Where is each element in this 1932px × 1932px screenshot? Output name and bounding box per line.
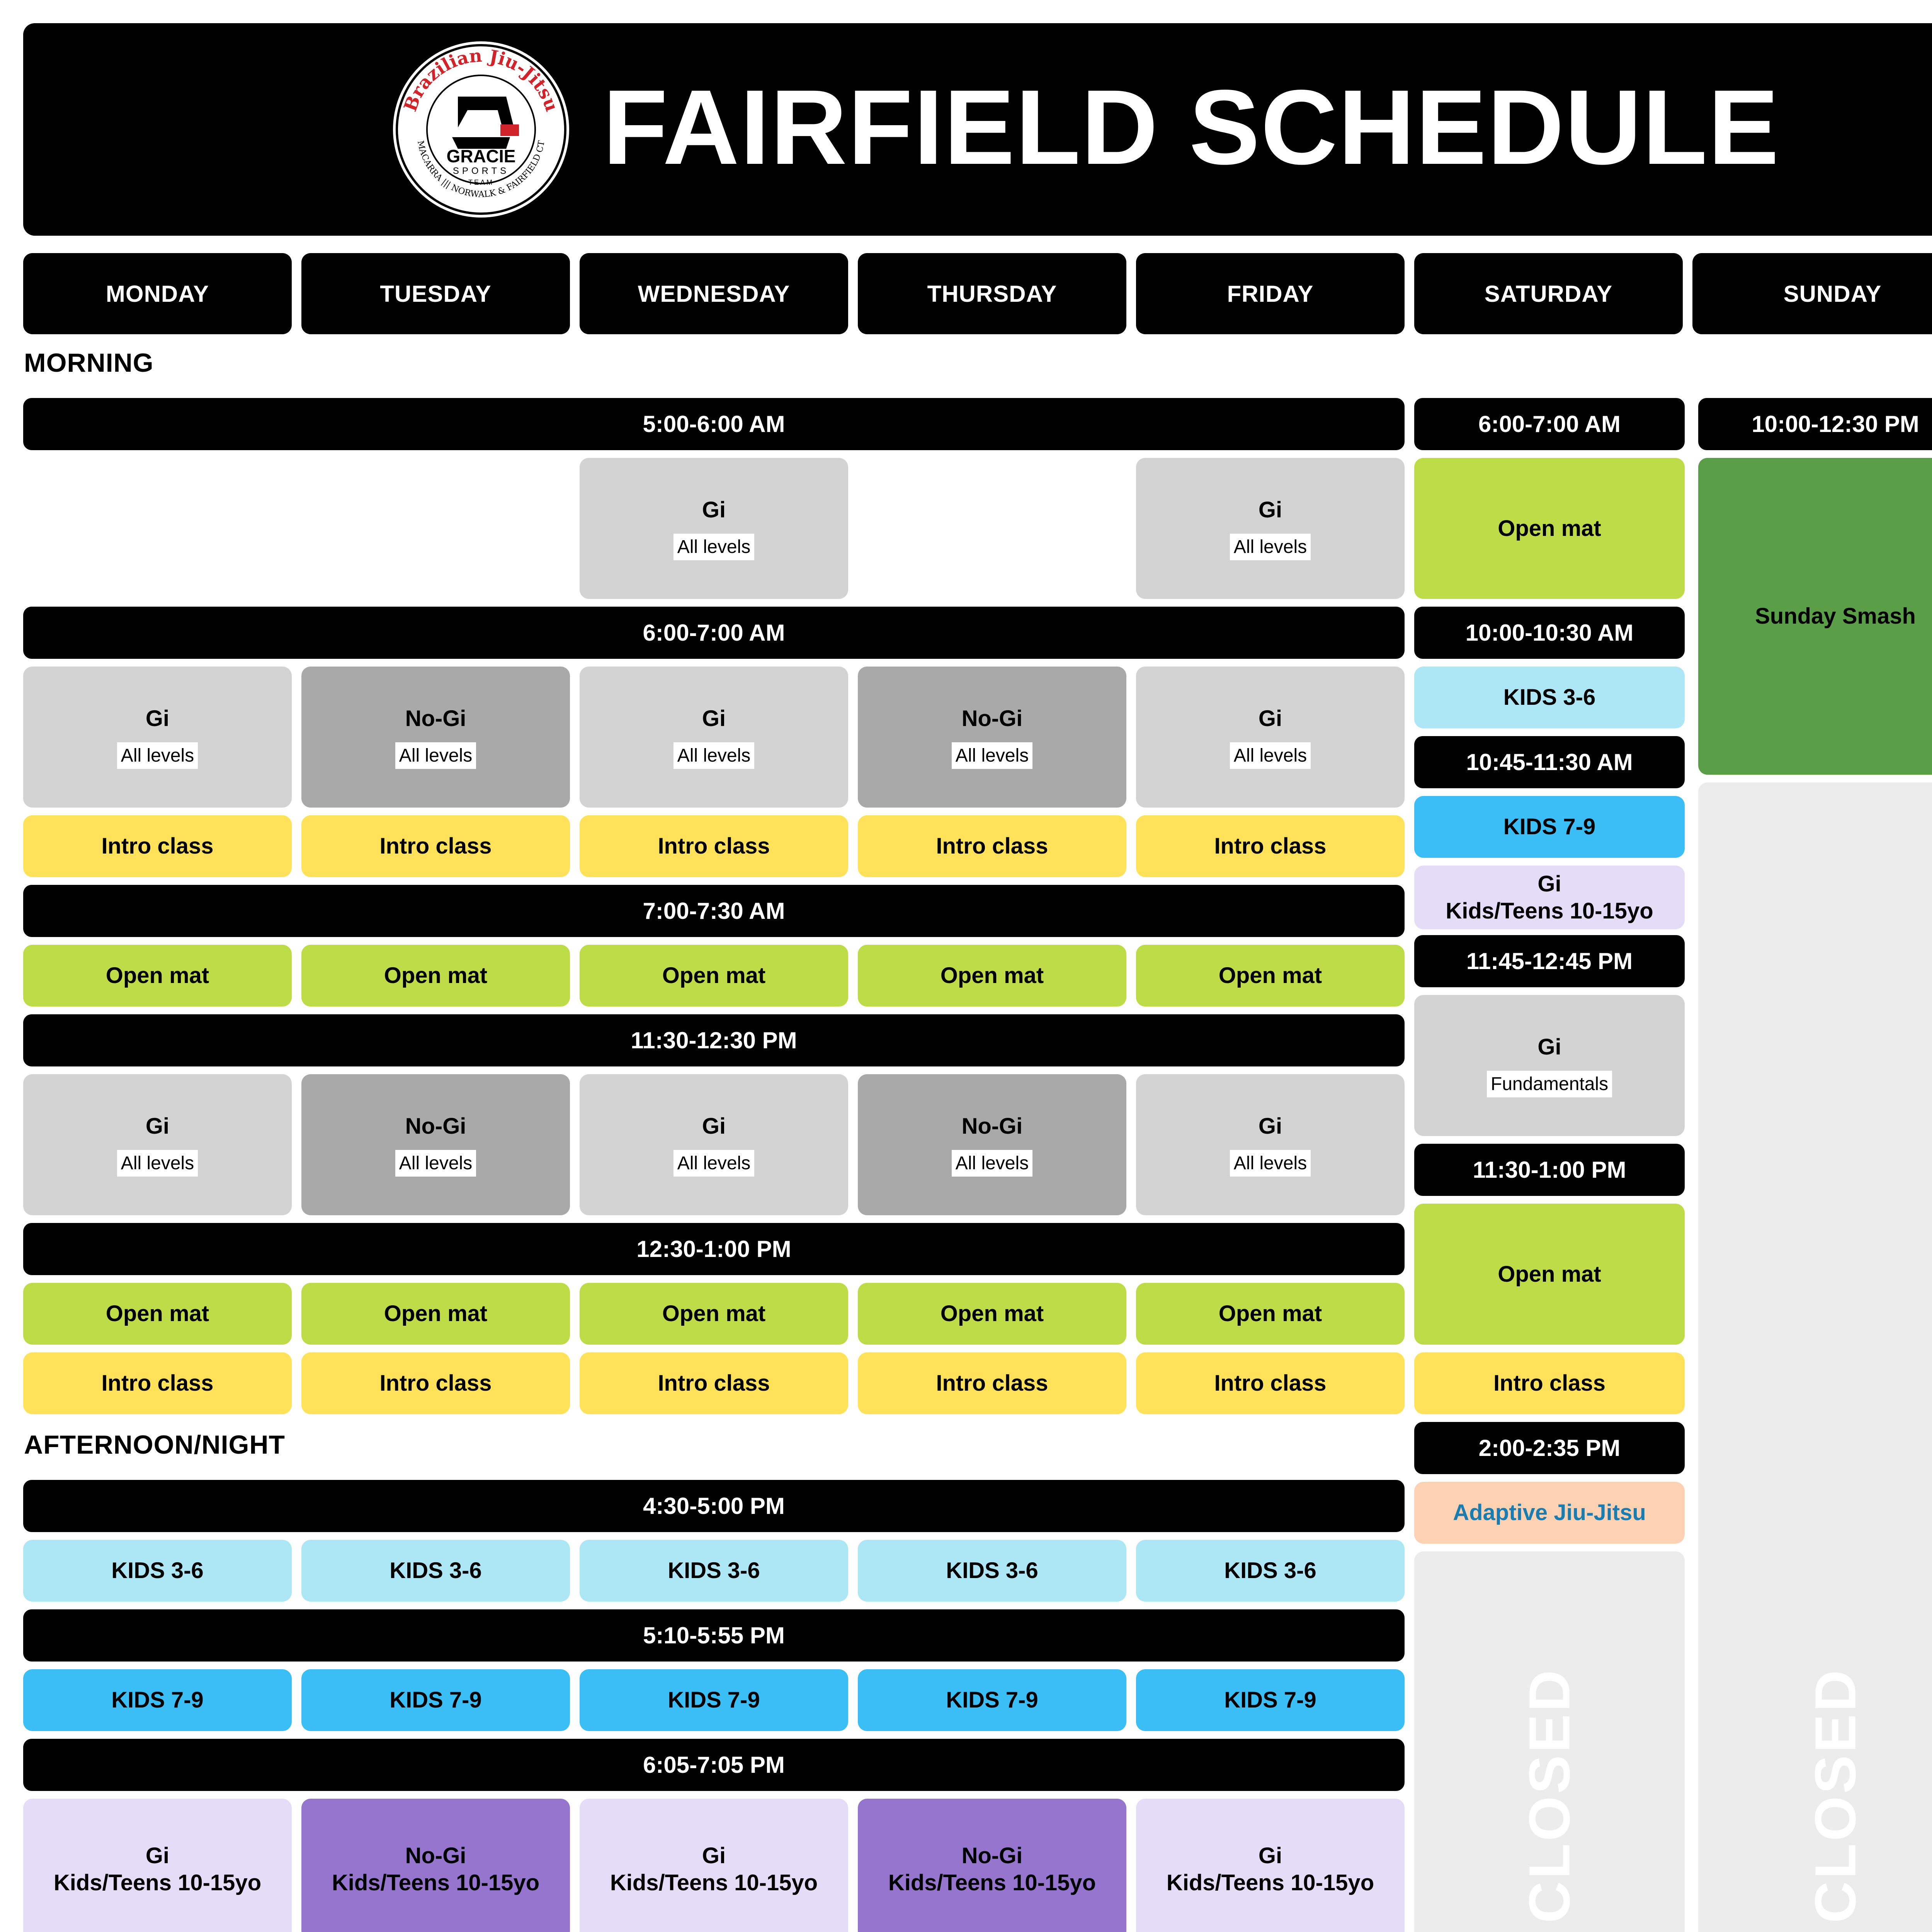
class-cell — [301, 667, 570, 808]
class-name: Gi — [145, 1113, 170, 1139]
class-name: Gi — [145, 706, 170, 731]
open-mat-cell: Open mat — [1136, 1283, 1405, 1345]
kids-7-9-cell: KIDS 7-9 — [580, 1669, 848, 1731]
kids-3-6-cell: KIDS 3-6 — [1136, 1540, 1405, 1602]
open-mat-cell: Open mat — [23, 1283, 292, 1345]
class-name: No-Gi — [405, 1843, 466, 1868]
saturday-closed-block — [1414, 1551, 1685, 1932]
sat-timebar-1145am: 11:45-12:45 PM — [1414, 935, 1685, 987]
class-cell — [858, 1074, 1126, 1215]
level-tag: All levels — [1230, 534, 1311, 561]
intro-class-cell: Intro class — [858, 815, 1126, 877]
kids-7-9-cell: KIDS 7-9 — [858, 1669, 1126, 1731]
teens-class-cell — [23, 1799, 292, 1932]
class-cell — [580, 667, 848, 808]
class-sub: Kids/Teens 10-15yo — [1446, 898, 1653, 923]
class-cell — [1136, 667, 1405, 808]
level-tag: All levels — [673, 742, 754, 769]
day-wednesday: WEDNESDAY — [580, 253, 848, 334]
day-saturday: SATURDAY — [1414, 253, 1683, 334]
kids-7-9-cell: KIDS 7-9 — [1414, 796, 1685, 858]
level-tag: All levels — [952, 1150, 1032, 1177]
sunday-closed-block — [1698, 782, 1932, 1932]
kids-3-6-cell: KIDS 3-6 — [301, 1540, 570, 1602]
teens-class-cell — [858, 1799, 1126, 1932]
open-mat-cell: Open mat — [1136, 945, 1405, 1007]
open-mat-cell: Open mat — [858, 945, 1126, 1007]
open-mat-cell: Open mat — [301, 945, 570, 1007]
class-name: No-Gi — [961, 1113, 1023, 1139]
timebar-1230pm: 12:30-1:00 PM — [23, 1223, 1405, 1275]
class-name: No-Gi — [961, 1843, 1023, 1868]
level-tag: All levels — [952, 742, 1032, 769]
section-morning: MORNING — [24, 348, 154, 378]
timebar-510pm: 5:10-5:55 PM — [23, 1609, 1405, 1662]
logo-team: TEAM — [468, 179, 494, 186]
class-name: No-Gi — [961, 706, 1023, 731]
open-mat-cell: Open mat — [1414, 458, 1685, 599]
class-sub: Kids/Teens 10-15yo — [610, 1870, 818, 1895]
timebar-605pm: 6:05-7:05 PM — [23, 1739, 1405, 1791]
intro-class-cell: Intro class — [580, 1352, 848, 1414]
class-cell — [1414, 995, 1685, 1136]
open-mat-cell: Open mat — [301, 1283, 570, 1345]
class-cell — [23, 667, 292, 808]
timebar-1130am: 11:30-12:30 PM — [23, 1014, 1405, 1066]
timebar-5am: 5:00-6:00 AM — [23, 398, 1405, 450]
intro-class-cell: Intro class — [580, 815, 848, 877]
intro-class-cell: Intro class — [858, 1352, 1126, 1414]
open-mat-cell: Open mat — [580, 945, 848, 1007]
closed-label: CLOSED — [1517, 1667, 1582, 1923]
level-tag: All levels — [673, 1150, 754, 1177]
class-name: Gi — [1537, 1034, 1561, 1060]
logo-name: GRACIE — [446, 146, 516, 166]
intro-class-cell: Intro class — [1414, 1352, 1685, 1414]
class-name: Gi — [702, 1113, 726, 1139]
day-monday: MONDAY — [23, 253, 292, 334]
class-sub: Kids/Teens 10-15yo — [53, 1870, 262, 1895]
closed-label: CLOSED — [1803, 1667, 1868, 1923]
level-tag: All levels — [1230, 742, 1311, 769]
intro-class-cell: Intro class — [23, 815, 292, 877]
timebar-6am: 6:00-7:00 AM — [23, 607, 1405, 659]
sun-timebar-10am: 10:00-12:30 PM — [1698, 398, 1932, 450]
class-cell — [858, 667, 1126, 808]
kids-3-6-cell: KIDS 3-6 — [858, 1540, 1126, 1602]
class-cell — [23, 1074, 292, 1215]
intro-class-cell: Intro class — [301, 1352, 570, 1414]
intro-class-cell: Intro class — [1136, 815, 1405, 877]
level-tag: All levels — [673, 534, 754, 561]
class-name: Gi — [1258, 1113, 1282, 1139]
logo-arc-text: Brazilian Jiu-Jitsu — [400, 45, 563, 114]
class-name: Gi — [1258, 497, 1282, 522]
adaptive-jiu-jitsu-cell: Adaptive Jiu-Jitsu — [1414, 1482, 1685, 1544]
sat-timebar-1130am: 11:30-1:00 PM — [1414, 1144, 1685, 1196]
day-tuesday: TUESDAY — [301, 253, 570, 334]
class-name: No-Gi — [405, 1113, 466, 1139]
level-tag: All levels — [117, 1150, 198, 1177]
class-name: Gi — [1258, 1843, 1282, 1868]
sat-timebar-10am: 10:00-10:30 AM — [1414, 607, 1685, 659]
class-sub: Kids/Teens 10-15yo — [332, 1870, 540, 1895]
page-title: FAIRFIELD SCHEDULE — [603, 68, 1780, 187]
class-name: Gi — [702, 497, 726, 522]
kids-3-6-cell: KIDS 3-6 — [1414, 667, 1685, 728]
teens-class-cell — [301, 1799, 570, 1932]
level-tag: All levels — [117, 742, 198, 769]
day-sunday: SUNDAY — [1692, 253, 1932, 334]
level-tag: All levels — [1230, 1150, 1311, 1177]
teens-class-cell — [1136, 1799, 1405, 1932]
kids-3-6-cell: KIDS 3-6 — [580, 1540, 848, 1602]
open-mat-cell: Open mat — [1414, 1204, 1685, 1345]
kids-7-9-cell: KIDS 7-9 — [1136, 1669, 1405, 1731]
class-name: Gi — [1258, 706, 1282, 731]
class-cell — [301, 1074, 570, 1215]
class-cell — [580, 458, 848, 599]
sat-timebar-1045am: 10:45-11:30 AM — [1414, 736, 1685, 788]
open-mat-cell: Open mat — [580, 1283, 848, 1345]
timebar-7am: 7:00-7:30 AM — [23, 885, 1405, 937]
sat-timebar-2pm: 2:00-2:35 PM — [1414, 1422, 1685, 1474]
logo-bottom-text: MACARRA ||| NORWALK & FAIRFIELD CT — [415, 139, 547, 200]
class-cell — [1136, 1074, 1405, 1215]
teens-class-cell — [580, 1799, 848, 1932]
class-name: Gi — [1537, 871, 1561, 896]
kids-7-9-cell: KIDS 7-9 — [301, 1669, 570, 1731]
section-afternoon: AFTERNOON/NIGHT — [24, 1430, 286, 1459]
class-name: No-Gi — [405, 706, 466, 731]
kids-3-6-cell: KIDS 3-6 — [23, 1540, 292, 1602]
teens-class-cell — [1414, 866, 1685, 929]
kids-7-9-cell: KIDS 7-9 — [23, 1669, 292, 1731]
class-name: Gi — [145, 1843, 170, 1868]
intro-class-cell: Intro class — [301, 815, 570, 877]
class-sub: Kids/Teens 10-15yo — [888, 1870, 1096, 1895]
timebar-430pm: 4:30-5:00 PM — [23, 1480, 1405, 1532]
level-tag: All levels — [395, 1150, 476, 1177]
open-mat-cell: Open mat — [858, 1283, 1126, 1345]
class-cell — [1136, 458, 1405, 599]
class-name: Gi — [702, 1843, 726, 1868]
day-thursday: THURSDAY — [858, 253, 1126, 334]
class-name: Gi — [702, 706, 726, 731]
logo-sub: SPORTS — [452, 166, 510, 176]
sunday-smash-cell: Sunday Smash — [1698, 458, 1932, 775]
class-sub: Kids/Teens 10-15yo — [1166, 1870, 1374, 1895]
level-tag: All levels — [395, 742, 476, 769]
day-friday: FRIDAY — [1136, 253, 1405, 334]
open-mat-cell: Open mat — [23, 945, 292, 1007]
intro-class-cell: Intro class — [23, 1352, 292, 1414]
class-cell — [580, 1074, 848, 1215]
intro-class-cell: Intro class — [1136, 1352, 1405, 1414]
level-tag: Fundamentals — [1487, 1071, 1612, 1098]
gracie-logo — [390, 39, 572, 220]
sat-timebar-6am: 6:00-7:00 AM — [1414, 398, 1685, 450]
